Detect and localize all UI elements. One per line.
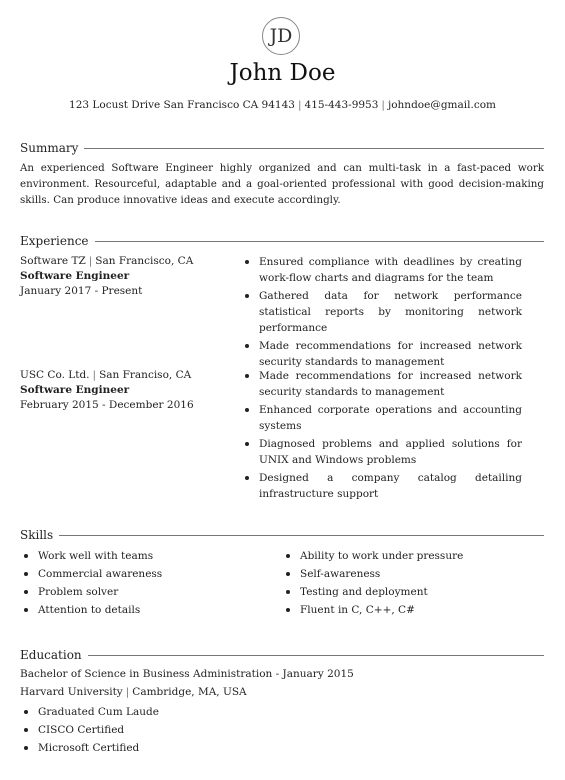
section-divider (59, 535, 544, 536)
job-company: USC Co. Ltd. (20, 369, 90, 381)
skills-heading (20, 527, 544, 543)
skill-item: Work well with teams (20, 548, 260, 566)
job-role: Software Engineer (20, 384, 130, 396)
education-school-line (20, 684, 247, 702)
skills-list-right (282, 548, 522, 620)
job-bullet: Ensured compliance with deadlines by creating work-flow charts and diagrams for the team (241, 254, 522, 286)
separator: | (92, 369, 97, 381)
job-meta (20, 254, 240, 299)
contact-address: 123 Locust Drive San Francisco CA 94143 (69, 99, 295, 111)
education-degree: Bachelor of Science in Business Administration - January 2015 (20, 668, 354, 680)
job-role: Software Engineer (20, 270, 130, 282)
education-list (20, 704, 320, 758)
summary-text: An experienced Software Engineer highly organized and can multi-task in a fast-paced work environment. Resourceful, adaptable and a goal-oriented professional with good decision-making skills. Can produce innovative ideas and execute accordingly. (20, 162, 544, 206)
contact-separator: | (381, 99, 385, 111)
job-meta (20, 368, 240, 413)
job-dates: February 2015 - December 2016 (20, 399, 194, 411)
job-bullet: Designed a company catalog detailing infrastructure support (241, 470, 522, 502)
experience-title: Experience (20, 234, 89, 248)
skills-list-left (20, 548, 260, 620)
skill-item: Ability to work under pressure (282, 548, 522, 566)
section-divider (84, 148, 544, 149)
job-location: San Francisco, CA (95, 255, 194, 267)
skill-item: Commercial awareness (20, 566, 260, 584)
education-item: Microsoft Certified (20, 740, 320, 758)
separator: | (125, 686, 130, 698)
summary-heading (20, 140, 544, 156)
education-title: Education (20, 648, 82, 662)
job-bullet: Enhanced corporate operations and accounting systems (241, 402, 522, 434)
education-item: Graduated Cum Laude (20, 704, 320, 722)
job-bullet: Made recommendations for increased network security standards to management (241, 368, 522, 400)
skills-title: Skills (20, 528, 54, 542)
education-location: Cambridge, MA, USA (132, 686, 247, 698)
monogram-badge (262, 17, 300, 55)
contact-separator: | (297, 99, 302, 111)
candidate-name: John Doe (229, 60, 336, 86)
education-item: CISCO Certified (20, 722, 320, 740)
contact-phone: 415-443-9953 (304, 99, 379, 111)
skill-item: Testing and deployment (282, 584, 522, 602)
job-location: San Franciso, CA (99, 369, 192, 381)
section-divider (95, 241, 544, 242)
summary-title: Summary (20, 141, 79, 155)
job-bullets (241, 254, 522, 372)
education-school: Harvard University (20, 686, 123, 698)
experience-heading (20, 233, 544, 249)
job-company: Software TZ (20, 255, 86, 267)
section-divider (88, 655, 544, 656)
job-bullet: Made recommendations for increased network security standards to management (241, 338, 522, 370)
job-bullets (241, 368, 522, 504)
job-bullet: Gathered data for network performance statistical reports by monitoring network performance (241, 288, 522, 336)
skill-item: Self-awareness (282, 566, 522, 584)
education-heading (20, 647, 544, 663)
contact-line (0, 97, 565, 113)
skill-item: Attention to details (20, 602, 260, 620)
job-bullet: Diagnosed problems and applied solutions for UNIX and Windows problems (241, 436, 522, 468)
monogram-text: JD (269, 25, 293, 47)
job-company-line (20, 368, 240, 383)
contact-email: johndoe@gmail.com (387, 99, 496, 111)
skill-item: Problem solver (20, 584, 260, 602)
skill-item: Fluent in C, C++, C# (282, 602, 522, 620)
job-company-line (20, 254, 240, 269)
separator: | (88, 255, 93, 267)
job-dates: January 2017 - Present (20, 285, 143, 297)
